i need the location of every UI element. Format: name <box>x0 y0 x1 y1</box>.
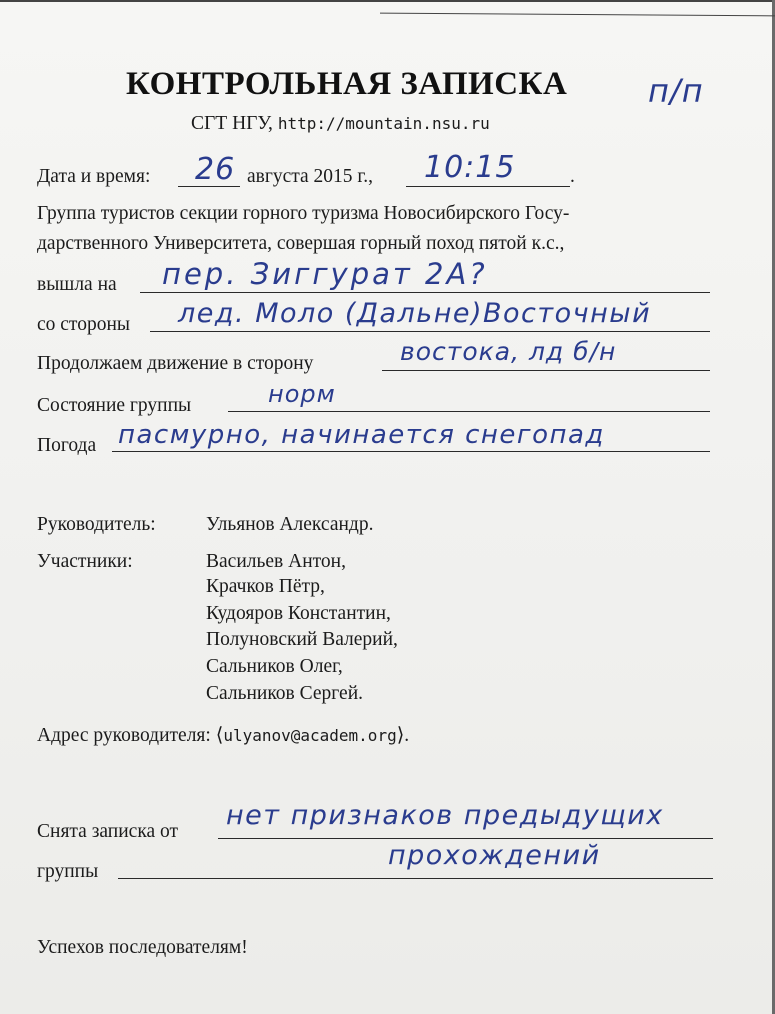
address-line <box>37 723 409 747</box>
removed-line <box>218 838 713 839</box>
removed-label: Снята записка от <box>37 821 179 842</box>
date-label: Дата и время: <box>37 166 151 187</box>
left-on-label: вышла на <box>37 274 117 295</box>
closing-text: Успехов последователям! <box>37 937 248 958</box>
leader-label: Руководитель: <box>37 514 156 535</box>
intro-line-2: дарственного Университета, совершая горный поход пятой к.с., <box>37 233 565 254</box>
leader-email[interactable]: ulyanov@academ.org <box>223 726 397 745</box>
direction-line <box>382 370 710 371</box>
address-close-bracket: ⟩. <box>396 725 410 746</box>
member-item: Сальников Олег, <box>206 656 343 677</box>
org-url[interactable]: http://mountain.nsu.ru <box>277 114 490 133</box>
state-line <box>228 411 710 412</box>
handwritten-mark: п/п <box>648 72 704 110</box>
scan-edge-top <box>0 0 775 2</box>
org-name: СГТ НГУ, <box>191 113 273 134</box>
weather-line <box>112 451 710 452</box>
state-label: Состояние группы <box>37 395 192 416</box>
side-label: со стороны <box>37 314 130 335</box>
header-subline <box>191 113 490 135</box>
day-value: 26 <box>195 152 236 187</box>
member-item: Васильев Антон, <box>206 551 346 572</box>
group-line <box>118 878 713 879</box>
direction-label: Продолжаем движение в сторону <box>37 353 314 374</box>
member-item: Полуновский Валерий, <box>206 629 398 650</box>
left-on-line <box>140 292 710 293</box>
state-value: норм <box>268 380 336 408</box>
scan-line-top <box>380 13 775 17</box>
member-item: Крачков Пётр, <box>206 576 325 597</box>
side-line <box>150 331 710 332</box>
intro-line-1: Группа туристов секции горного туризма Новосибирского Госу- <box>37 203 570 224</box>
left-on-value: пер. Зиггурат 2А? <box>162 257 488 291</box>
direction-value: востока, лд б/н <box>400 337 617 366</box>
member-item: Сальников Сергей. <box>206 683 363 704</box>
time-value: 10:15 <box>424 150 516 185</box>
month-year: августа 2015 г., <box>247 166 373 187</box>
leader-name: Ульянов Александр. <box>206 514 374 535</box>
members-label: Участники: <box>37 551 133 572</box>
weather-label: Погода <box>37 435 97 456</box>
address-open-bracket: ⟨ <box>215 725 224 746</box>
removed-value: нет признаков предыдущих <box>226 800 664 831</box>
date-end: . <box>570 166 575 187</box>
address-label: Адрес руководителя: <box>37 725 211 746</box>
group-value: прохождений <box>388 840 601 871</box>
member-item: Кудояров Константин, <box>206 603 391 624</box>
weather-value: пасмурно, начинается снегопад <box>118 420 605 450</box>
document-title: КОНТРОЛЬНАЯ ЗАПИСКА <box>126 66 568 102</box>
side-value: лед. Моло (Дальне)Восточный <box>178 298 652 329</box>
group-label: группы <box>37 861 99 882</box>
time-line <box>406 186 570 187</box>
